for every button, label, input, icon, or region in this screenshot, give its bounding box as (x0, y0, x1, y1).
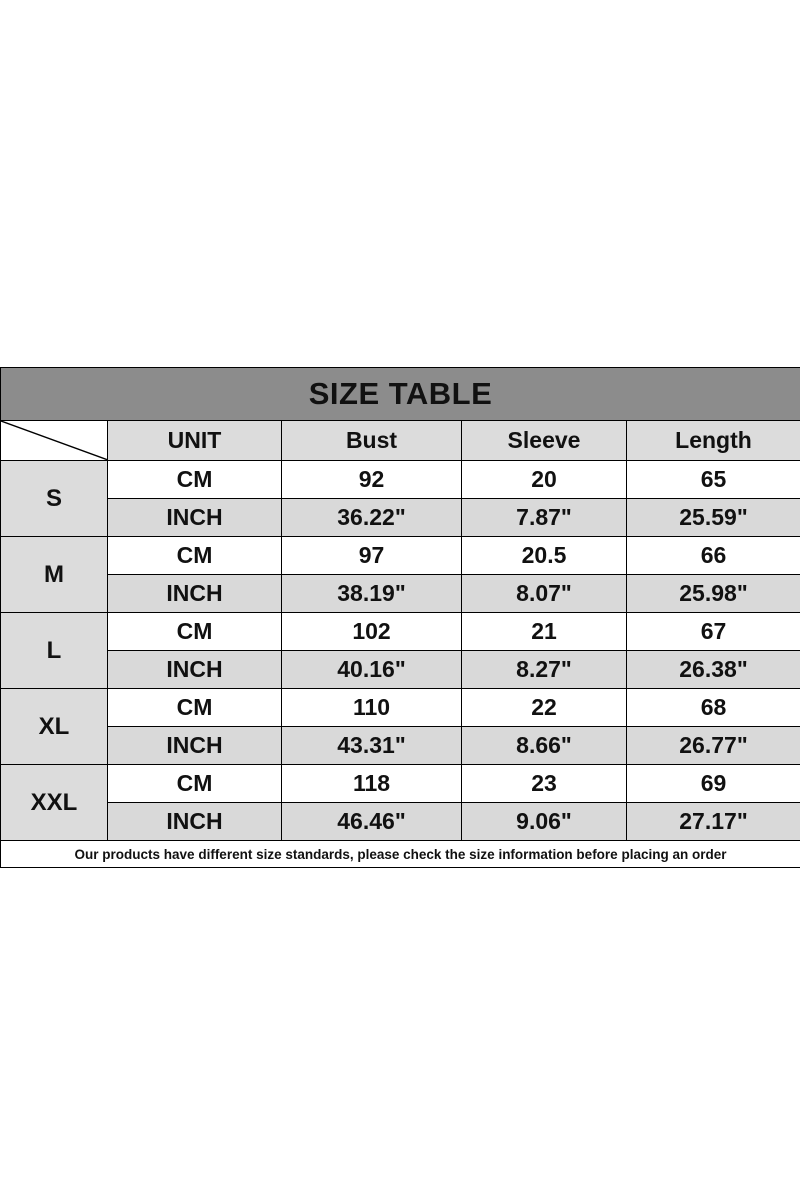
size-note: Our products have different size standards, please check the size information before placing an order (1, 841, 800, 868)
size-label-xl: XL (1, 689, 108, 765)
table-note-row (1, 841, 800, 868)
column-header-unit: UNIT (108, 421, 282, 461)
cell-l-inch-sleeve: 8.27" (462, 651, 627, 689)
cell-xxl-inch-length: 27.17" (627, 803, 800, 841)
column-header-sleeve: Sleeve (462, 421, 627, 461)
cell-l-cm-length: 67 (627, 613, 800, 651)
unit-label-inch: INCH (108, 575, 282, 613)
cell-xxl-cm-bust: 118 (282, 765, 462, 803)
size-label-xxl: XXL (1, 765, 108, 841)
table-row (1, 461, 800, 499)
cell-m-cm-sleeve: 20.5 (462, 537, 627, 575)
unit-label-cm: CM (108, 461, 282, 499)
cell-m-cm-bust: 97 (282, 537, 462, 575)
unit-label-inch: INCH (108, 499, 282, 537)
cell-xxl-cm-sleeve: 23 (462, 765, 627, 803)
cell-m-cm-length: 66 (627, 537, 800, 575)
cell-s-cm-sleeve: 20 (462, 461, 627, 499)
cell-s-cm-length: 65 (627, 461, 800, 499)
cell-xxl-inch-bust: 46.46" (282, 803, 462, 841)
cell-xl-cm-bust: 110 (282, 689, 462, 727)
table-row (1, 537, 800, 575)
cell-l-inch-length: 26.38" (627, 651, 800, 689)
table-row (1, 575, 800, 613)
cell-m-inch-bust: 38.19" (282, 575, 462, 613)
column-header-bust: Bust (282, 421, 462, 461)
table-row (1, 651, 800, 689)
table-row (1, 803, 800, 841)
cell-xl-inch-sleeve: 8.66" (462, 727, 627, 765)
size-label-s: S (1, 461, 108, 537)
corner-cell (1, 421, 108, 461)
cell-xl-inch-length: 26.77" (627, 727, 800, 765)
cell-s-inch-length: 25.59" (627, 499, 800, 537)
unit-label-inch: INCH (108, 803, 282, 841)
cell-l-inch-bust: 40.16" (282, 651, 462, 689)
size-label-m: M (1, 537, 108, 613)
unit-label-inch: INCH (108, 727, 282, 765)
table-header-row (1, 421, 800, 461)
table-row (1, 613, 800, 651)
cell-s-inch-sleeve: 7.87" (462, 499, 627, 537)
cell-xxl-inch-sleeve: 9.06" (462, 803, 627, 841)
size-table-container (0, 367, 800, 868)
unit-label-cm: CM (108, 765, 282, 803)
unit-label-cm: CM (108, 689, 282, 727)
column-header-length: Length (627, 421, 800, 461)
cell-m-inch-length: 25.98" (627, 575, 800, 613)
cell-xl-cm-sleeve: 22 (462, 689, 627, 727)
cell-xxl-cm-length: 69 (627, 765, 800, 803)
table-row (1, 727, 800, 765)
size-table (0, 367, 800, 868)
table-row (1, 499, 800, 537)
cell-xl-cm-length: 68 (627, 689, 800, 727)
size-label-l: L (1, 613, 108, 689)
table-row (1, 689, 800, 727)
cell-l-cm-sleeve: 21 (462, 613, 627, 651)
table-row (1, 765, 800, 803)
cell-l-cm-bust: 102 (282, 613, 462, 651)
unit-label-cm: CM (108, 613, 282, 651)
cell-s-inch-bust: 36.22" (282, 499, 462, 537)
unit-label-cm: CM (108, 537, 282, 575)
unit-label-inch: INCH (108, 651, 282, 689)
cell-s-cm-bust: 92 (282, 461, 462, 499)
table-title-row (1, 368, 800, 421)
diagonal-divider-icon (1, 421, 107, 460)
cell-m-inch-sleeve: 8.07" (462, 575, 627, 613)
cell-xl-inch-bust: 43.31" (282, 727, 462, 765)
table-title: SIZE TABLE (1, 368, 800, 421)
